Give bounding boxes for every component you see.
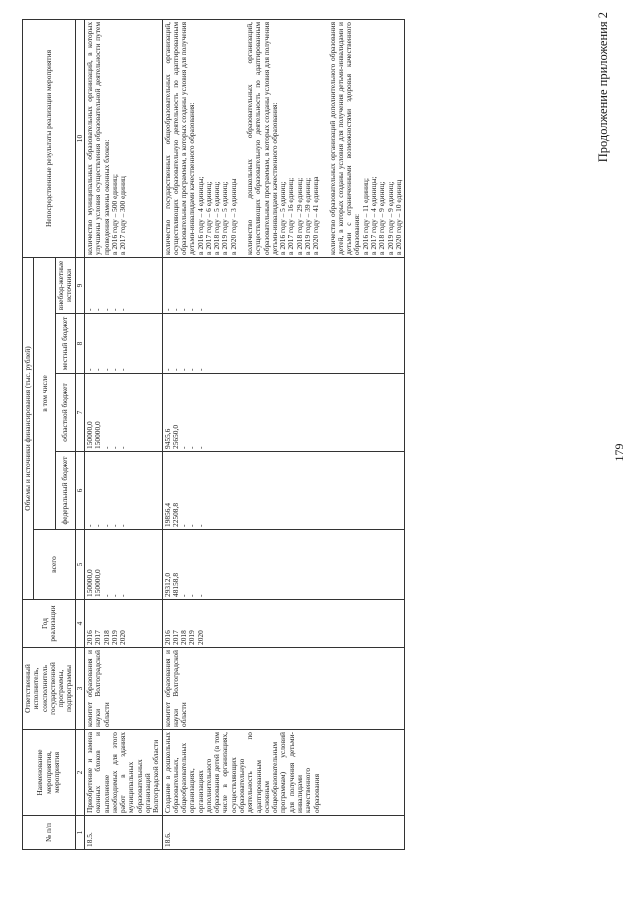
local-value: - xyxy=(187,368,197,371)
total-value: - xyxy=(101,594,111,597)
page-number: 179 xyxy=(612,443,626,462)
federal-value: - xyxy=(195,524,205,527)
regional-value: - xyxy=(179,446,189,449)
federal-value: - xyxy=(84,524,94,527)
offbudget-value: - xyxy=(101,308,111,311)
local-value: - xyxy=(93,368,103,371)
offbudget-value: - xyxy=(170,308,180,311)
federal-value: - xyxy=(109,524,119,527)
header-year: Год реализации xyxy=(23,600,76,648)
header-federal: федеральный бюджет xyxy=(56,452,76,530)
regional-value: - xyxy=(101,446,111,449)
header-results: Непосредственные результаты реализации мероприятия xyxy=(23,19,76,257)
table-row xyxy=(84,19,162,849)
col-number: 2 xyxy=(75,730,84,816)
federal-value: - xyxy=(187,524,197,527)
local-value: - xyxy=(101,368,111,371)
total-value: - xyxy=(195,594,205,597)
col-number: 7 xyxy=(75,374,84,452)
regional-value: - xyxy=(109,446,119,449)
result-block: количество государственных общеобразовательных организаций, осуществляющих образовательную деятельность по адаптированным образовательным программам, в которых созданы условия для получения детьми-инвалидами качественного образования: в 2016 году – 4 единицы; в 2017 году – 6 единиц; в 2018 году – 5 единиц; в 2019 году – 5 единиц; в 2020 году – 3 единицы xyxy=(162,21,238,255)
total-value: - xyxy=(109,594,119,597)
years-cell xyxy=(84,600,162,648)
federal-value: - xyxy=(93,524,103,527)
offbudget-value: - xyxy=(84,308,94,311)
total-value: 29312,0 xyxy=(162,572,172,597)
local-value: - xyxy=(179,368,189,371)
local-value: - xyxy=(84,368,94,371)
years-cell xyxy=(162,600,405,648)
offbudget-cell xyxy=(84,257,162,313)
header-offbudget: внебюд-жетные источники xyxy=(56,257,76,313)
total-value: - xyxy=(187,594,197,597)
header-funding: Объемы и источники финансирования (тыс. рублей) xyxy=(23,257,34,599)
col-number: 8 xyxy=(75,314,84,374)
header-regional: областной бюджет xyxy=(56,374,76,452)
header-including: в том числе xyxy=(34,257,56,529)
regional-value: - xyxy=(118,446,128,449)
responsible: комитет образования и науки Волгоградской области xyxy=(162,648,405,730)
year: 2017 xyxy=(93,630,103,645)
offbudget-value: - xyxy=(118,308,128,311)
column-number-row xyxy=(75,19,84,849)
offbudget-value: - xyxy=(109,308,119,311)
responsible: комитет образования и науки Волгоградской области xyxy=(84,648,162,730)
result-block: количество муниципальных образовательных организаций, в которых улучшены условия осуществления образовательной деятельности путем проведения замены оконных блоков: в 2016 году – 500 единиц; в 2017 году – 300 единиц xyxy=(84,21,128,255)
results-cell xyxy=(162,19,405,257)
result-block: количество дошкольных образовательных организаций, осуществляющих образовательную деятельность по адаптированным образовательным программам, в которых созданы условия для получения детьми-инвалидами качественного образования: в 2016 году – 5 единиц; в 2017 году – 16 единиц; в 2018 году – 29 единиц; в 2019 году – 39 единиц; в 2020 году – 41 единица xyxy=(245,21,321,255)
federal-value: 22508,8 xyxy=(170,502,180,527)
header-responsible: Ответственный исполнитель, соисполнитель государственной программы, подпрограммы xyxy=(23,648,76,730)
offbudget-cell xyxy=(162,257,405,313)
year: 2016 xyxy=(162,630,172,645)
local-value: - xyxy=(195,368,205,371)
regional-cell xyxy=(84,374,162,452)
header-row-1 xyxy=(23,19,34,849)
header-total: всего xyxy=(34,530,75,600)
header-num: № п/п xyxy=(23,816,76,850)
federal-value: - xyxy=(179,524,189,527)
regional-value: 150000,0 xyxy=(93,421,103,449)
col-number: 6 xyxy=(75,452,84,530)
col-number: 3 xyxy=(75,648,84,730)
year: 2019 xyxy=(109,630,119,645)
offbudget-value: - xyxy=(179,308,189,311)
measure-name: Создание в дошкольных образовательных, общеобразовательных организациях, организациях дополнительного образования детей (в том числе в организациях, осуществляющих образовательную деятельность по адаптированным основным общеобразовательным программам) условий для получения детьми-инвалидами качественного образования xyxy=(162,730,405,816)
local-value: - xyxy=(170,368,180,371)
results-cell xyxy=(84,19,162,257)
table-row xyxy=(162,19,405,849)
year: 2018 xyxy=(179,630,189,645)
total-value: 48158,8 xyxy=(170,572,180,597)
header-local: местный бюджет xyxy=(56,314,76,374)
col-number: 4 xyxy=(75,600,84,648)
continuation-label: Продолжение приложения 2 xyxy=(596,12,610,163)
offbudget-value: - xyxy=(187,308,197,311)
row-number: 18.6. xyxy=(162,816,405,850)
col-number: 1 xyxy=(75,816,84,850)
row-number: 18.5. xyxy=(84,816,162,850)
total-cell xyxy=(84,530,162,600)
regional-value: 25650,0 xyxy=(170,424,180,449)
local-value: - xyxy=(109,368,119,371)
federal-value: - xyxy=(101,524,111,527)
federal-value: - xyxy=(118,524,128,527)
year: 2019 xyxy=(187,630,197,645)
regional-value: - xyxy=(187,446,197,449)
result-block: количество образовательных организаций дополнительного образования детей, в которых созданы условия для получения детьми-инвалидами и детьми с ограниченными возможностями здоровья качественного образования: в 2016 году – 11 единиц; в 2017 году – 4 единицы; в 2018 году – 9 единиц; в 2019 году – 9 единиц; в 2020 году – 10 единиц xyxy=(327,21,403,255)
offbudget-value: - xyxy=(195,308,205,311)
total-value: - xyxy=(118,594,128,597)
program-table xyxy=(22,19,405,850)
year: 2018 xyxy=(101,630,111,645)
total-value: 150000,0 xyxy=(84,569,94,597)
regional-value: 150000,0 xyxy=(84,421,94,449)
local-cell xyxy=(162,314,405,374)
year: 2017 xyxy=(170,630,180,645)
col-number: 5 xyxy=(75,530,84,600)
col-number: 9 xyxy=(75,257,84,313)
year: 2016 xyxy=(84,630,94,645)
local-cell xyxy=(84,314,162,374)
offbudget-value: - xyxy=(93,308,103,311)
header-name: Наименование мероприятия, мероприятия xyxy=(23,730,76,816)
year: 2020 xyxy=(195,630,205,645)
col-number: 10 xyxy=(75,19,84,257)
offbudget-value: - xyxy=(162,308,172,311)
year: 2020 xyxy=(118,630,128,645)
federal-cell xyxy=(84,452,162,530)
federal-cell xyxy=(162,452,405,530)
local-value: - xyxy=(118,368,128,371)
local-value: - xyxy=(162,368,172,371)
federal-value: 19856,4 xyxy=(162,502,172,527)
total-cell xyxy=(162,530,405,600)
regional-cell xyxy=(162,374,405,452)
regional-value: - xyxy=(195,446,205,449)
measure-name: Приобретение и замена оконных блоков и выполнение необходимых для этого работ в зданиях муниципальных образовательных организаций Волгоградской области xyxy=(84,730,162,816)
regional-value: 9455,6 xyxy=(162,428,172,449)
total-value: 150000,0 xyxy=(93,569,103,597)
total-value: - xyxy=(179,594,189,597)
